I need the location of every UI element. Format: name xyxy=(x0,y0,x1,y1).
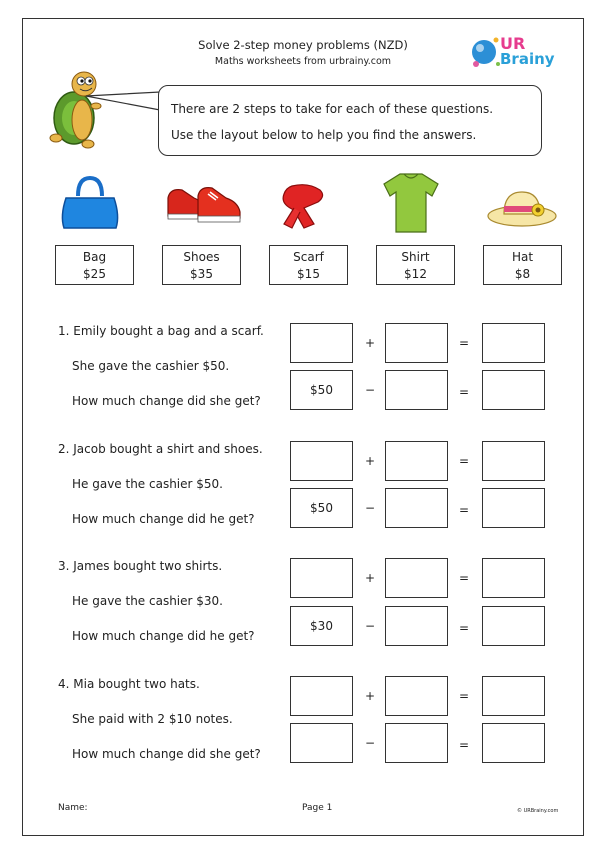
item-name: Hat xyxy=(511,250,534,264)
item-price: $8 xyxy=(514,267,531,281)
page-number: Page 1 xyxy=(302,803,333,813)
item-name: Scarf xyxy=(293,250,324,264)
instruction-bubble xyxy=(158,85,542,156)
page-subtitle: Maths worksheets from urbrainy.com xyxy=(214,56,392,67)
question-4-line-1: 4. Mia bought two hats. xyxy=(58,677,200,691)
price-box-bag xyxy=(55,245,134,285)
price-box-shoes xyxy=(162,245,241,285)
urbrainy-logo xyxy=(470,30,570,74)
answer-box-3a[interactable] xyxy=(290,558,353,598)
answer-box-2c[interactable] xyxy=(482,441,545,481)
instruction-line-1: There are 2 steps to take for each of these questions. xyxy=(171,102,494,116)
question-3-line-1: 3. James bought two shirts. xyxy=(58,559,223,573)
item-name: Shirt xyxy=(401,250,430,264)
question-4-line-3: How much change did she get? xyxy=(72,747,261,761)
answer-box-1d[interactable] xyxy=(385,370,448,410)
answer-box-3b[interactable] xyxy=(385,558,448,598)
equals-sign: = xyxy=(458,336,470,350)
logo-text-ur: UR xyxy=(500,34,526,53)
shirt-icon xyxy=(382,172,440,234)
question-2-line-3: How much change did he get? xyxy=(72,512,255,526)
page-title: Solve 2-step money problems (NZD) xyxy=(198,38,408,52)
question-3-line-2: He gave the cashier $30. xyxy=(72,594,223,608)
equals-sign: = xyxy=(458,571,470,585)
answer-box-4b[interactable] xyxy=(385,676,448,716)
answer-box-3c[interactable] xyxy=(482,558,545,598)
given-amount-box-3: $30 xyxy=(290,606,353,646)
answer-box-1a[interactable] xyxy=(290,323,353,363)
answer-box-4a[interactable] xyxy=(290,676,353,716)
answer-box-3d[interactable] xyxy=(385,606,448,646)
minus-sign: − xyxy=(364,736,376,750)
equals-sign: = xyxy=(458,689,470,703)
plus-sign: + xyxy=(364,454,376,468)
minus-sign: − xyxy=(364,501,376,515)
answer-box-4d[interactable] xyxy=(385,723,448,763)
copyright: © URBrainy.com xyxy=(517,808,559,814)
question-2-line-2: He gave the cashier $50. xyxy=(72,477,223,491)
equals-sign: = xyxy=(458,503,470,517)
speech-pointer xyxy=(84,84,164,124)
answer-box-1b[interactable] xyxy=(385,323,448,363)
given-amount-box-1: $50 xyxy=(290,370,353,410)
given-amount-box-2: $50 xyxy=(290,488,353,528)
plus-sign: + xyxy=(364,689,376,703)
question-1-line-3: How much change did she get? xyxy=(72,394,261,408)
equals-sign: = xyxy=(458,621,470,635)
answer-box-4e[interactable] xyxy=(482,723,545,763)
hat-icon xyxy=(486,186,558,228)
answer-box-2b[interactable] xyxy=(385,441,448,481)
equals-sign: = xyxy=(458,738,470,752)
answer-box-4c[interactable] xyxy=(482,676,545,716)
item-name: Bag xyxy=(82,250,107,264)
equals-sign: = xyxy=(458,385,470,399)
answer-box-1e[interactable] xyxy=(482,370,545,410)
answer-box-2a[interactable] xyxy=(290,441,353,481)
item-price: $35 xyxy=(190,267,213,281)
item-price: $25 xyxy=(83,267,106,281)
price-box-shirt xyxy=(376,245,455,285)
price-box-hat xyxy=(483,245,562,285)
scarf-icon xyxy=(274,182,334,230)
item-name: Shoes xyxy=(183,250,220,264)
instruction-line-2: Use the layout below to help you find the answers. xyxy=(171,128,477,142)
minus-sign: − xyxy=(364,383,376,397)
item-price: $15 xyxy=(297,267,320,281)
shoes-icon xyxy=(164,184,244,226)
given-amount-box-4[interactable] xyxy=(290,723,353,763)
price-box-scarf xyxy=(269,245,348,285)
question-4-line-2: She paid with 2 $10 notes. xyxy=(72,712,233,726)
question-3-line-3: How much change did he get? xyxy=(72,629,255,643)
question-2-line-1: 2. Jacob bought a shirt and shoes. xyxy=(58,442,263,456)
answer-box-2d[interactable] xyxy=(385,488,448,528)
equals-sign: = xyxy=(458,454,470,468)
minus-sign: − xyxy=(364,619,376,633)
plus-sign: + xyxy=(364,336,376,350)
logo-text-brainy: Brainy xyxy=(500,50,555,68)
plus-sign: + xyxy=(364,571,376,585)
answer-box-2e[interactable] xyxy=(482,488,545,528)
answer-box-1c[interactable] xyxy=(482,323,545,363)
bag-icon xyxy=(58,176,122,232)
question-1-line-2: She gave the cashier $50. xyxy=(72,359,230,373)
answer-box-3e[interactable] xyxy=(482,606,545,646)
name-label: Name: xyxy=(58,803,88,813)
item-price: $12 xyxy=(404,267,427,281)
question-1-line-1: 1. Emily bought a bag and a scarf. xyxy=(58,324,264,338)
